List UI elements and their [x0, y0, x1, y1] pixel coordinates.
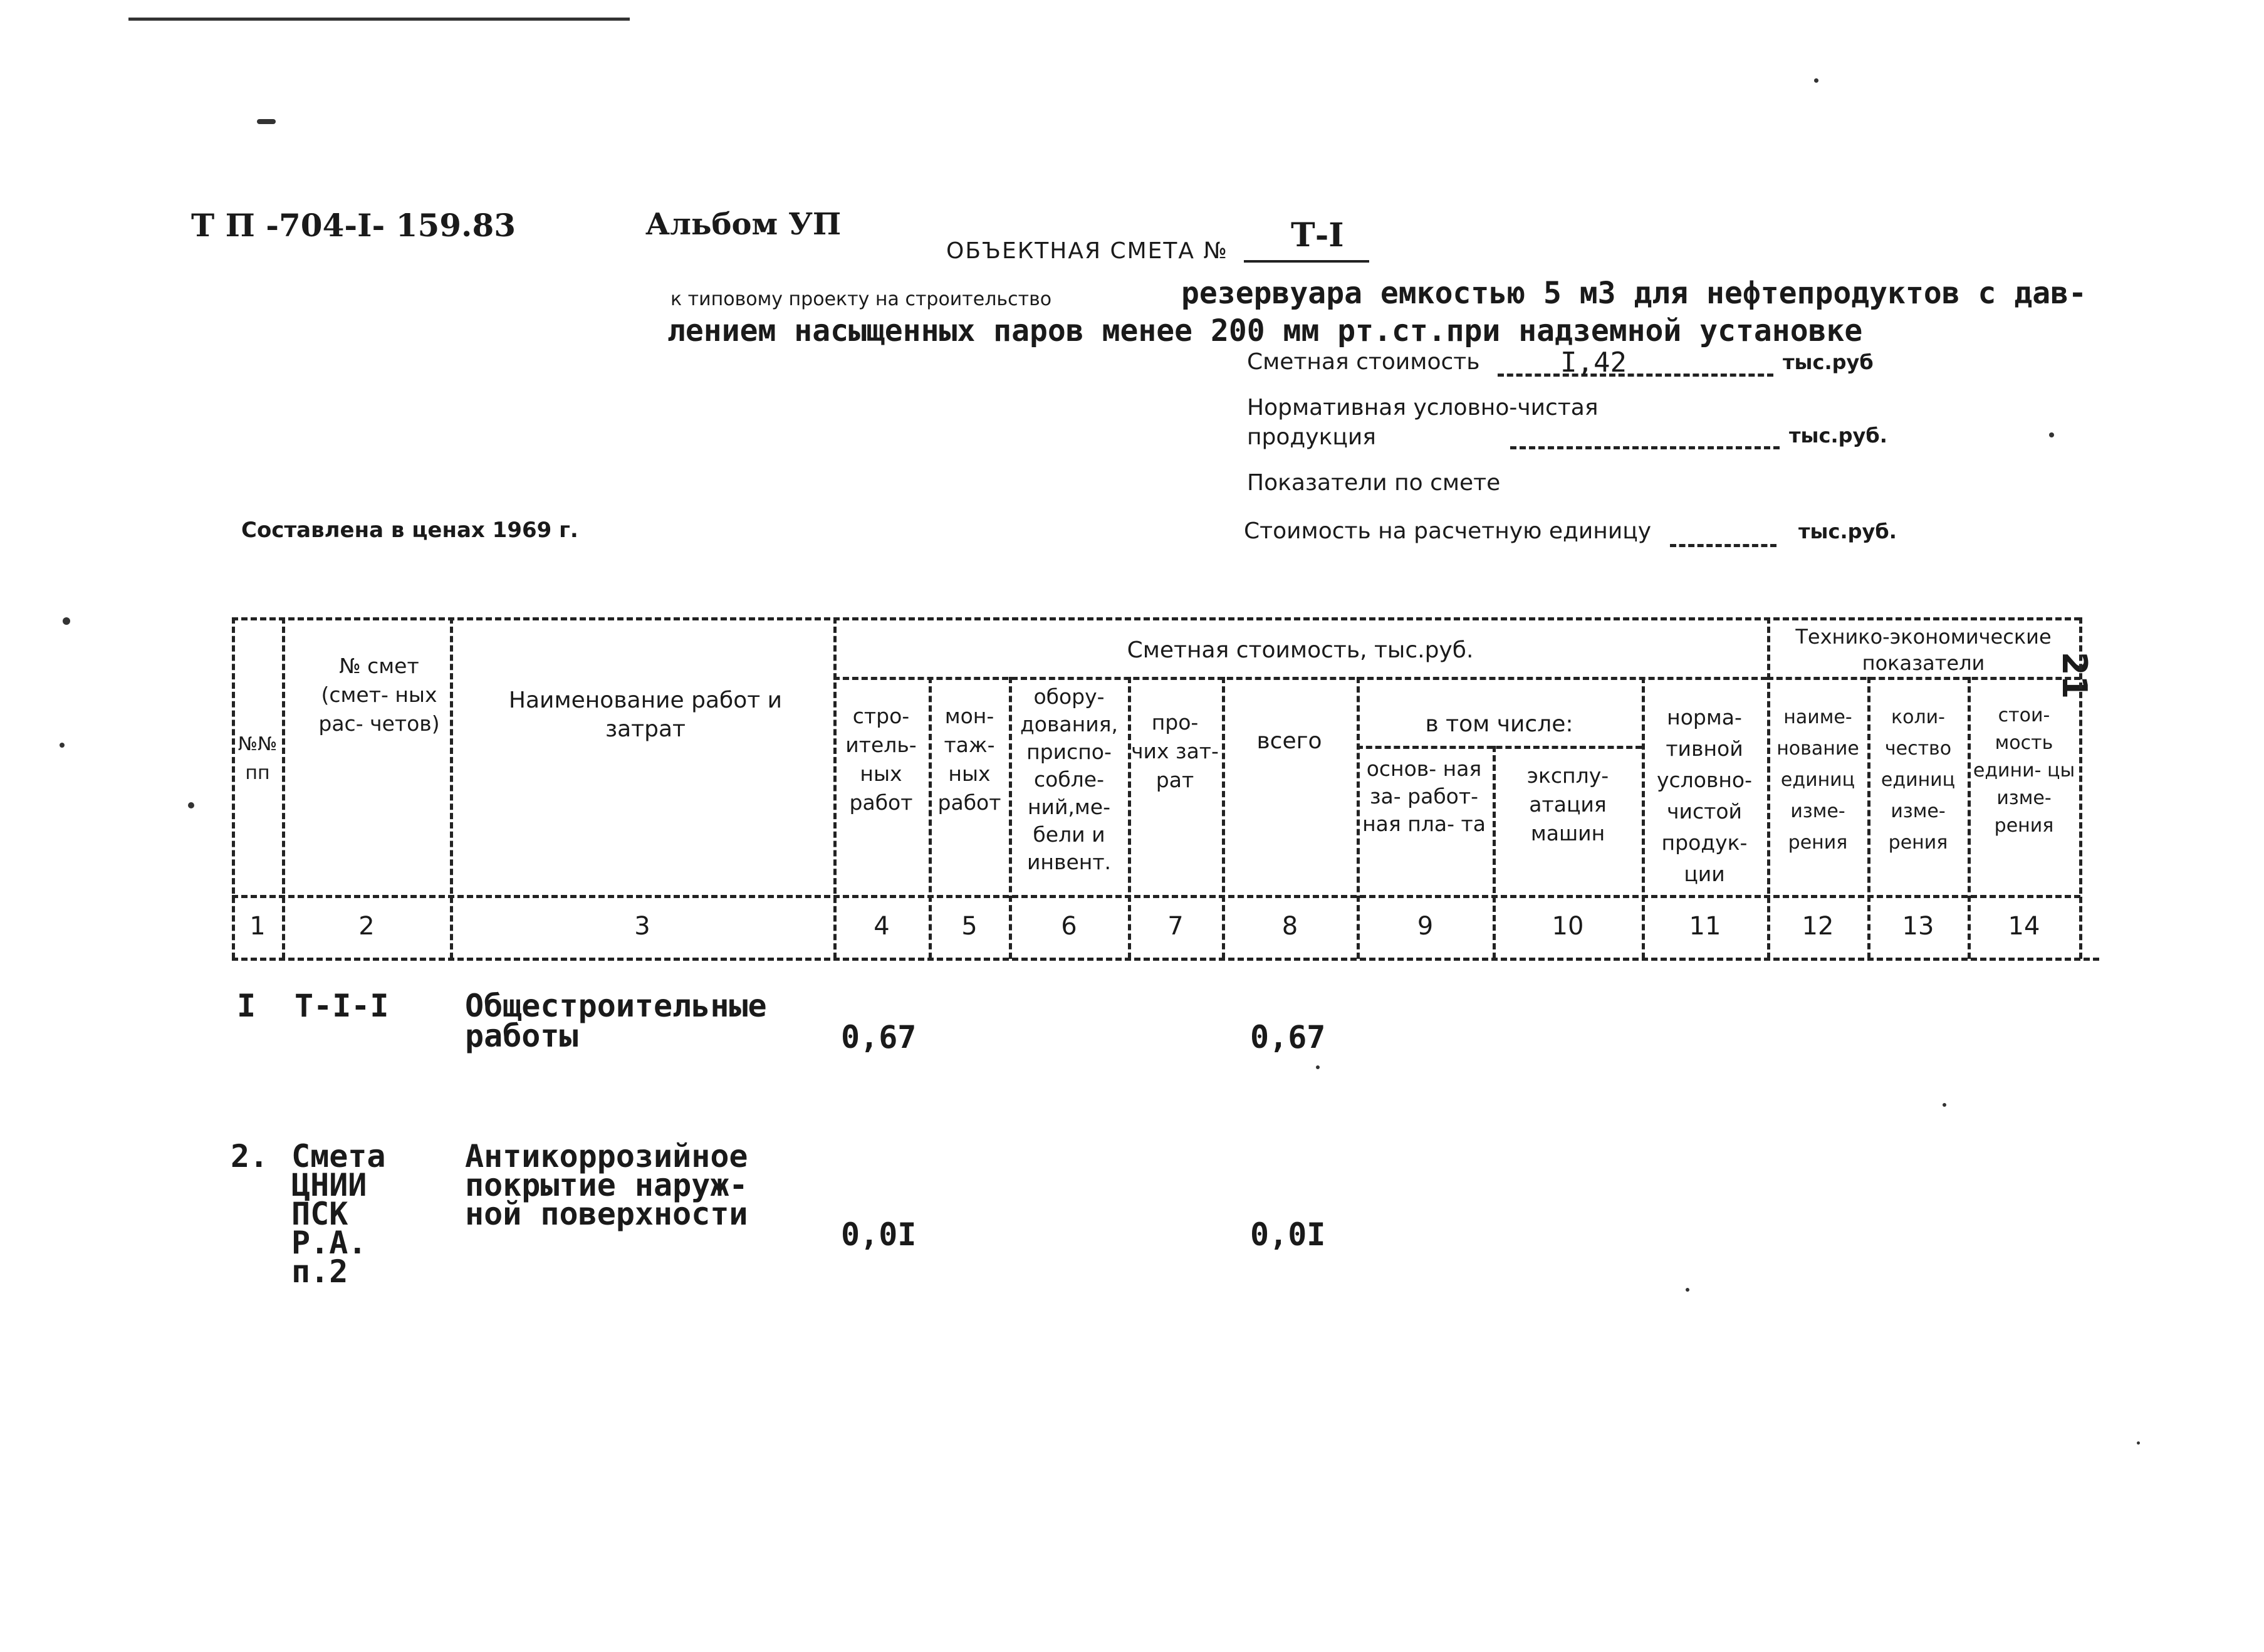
col-number-1: 1 [249, 912, 266, 941]
normative-label-1: Нормативная условно-чистая [1247, 395, 1599, 421]
smeta-label: ОБЪЕКТНАЯ СМЕТА № [946, 238, 1228, 264]
unit-cost-unit: тыс.руб. [1798, 520, 1897, 543]
smeta-number-underline [1244, 260, 1369, 263]
table-top-border [232, 617, 2080, 620]
header-col1: №№ пп [237, 733, 278, 784]
title-line1: резервуара емкостью 5 м3 для нефтепродуктов с дав- [1181, 276, 2087, 311]
table-tech-subhead-line [1767, 677, 2080, 680]
col-number-2: 2 [358, 912, 375, 941]
header-col2: № смет (смет- ных рас- четов) [318, 654, 440, 736]
table-header-bottom [232, 895, 2080, 898]
header-col14: стои- мость едини- цы изме- рения [1973, 704, 2075, 837]
row-code: Смета [291, 1138, 386, 1174]
col-number-12: 12 [1802, 912, 1834, 941]
row-name-line2: работы [465, 1018, 578, 1054]
header-col11: норма- тивной условно- чистой продук- ции [1656, 705, 1753, 886]
scan-speck [63, 617, 70, 625]
normative-label-2: продукция [1247, 424, 1376, 450]
scan-speck [2049, 432, 2054, 437]
table-left-border [232, 617, 235, 959]
table-cost-subhead-line [833, 677, 1767, 680]
smeta-number: Т-I [1291, 216, 1344, 254]
col-number-13: 13 [1902, 912, 1934, 941]
row-code: Т-I-I [295, 988, 389, 1024]
top-edge-line [128, 18, 630, 21]
normative-unit: тыс.руб. [1789, 424, 1887, 447]
row-total-cost: 0,0I [1250, 1216, 1326, 1253]
album-label: Альбом УП [645, 207, 842, 242]
header-tech-group: Технико-экономические показатели [1795, 625, 2052, 675]
row-construction-cost: 0,67 [841, 1019, 917, 1055]
header-col3: Наименование работ и затрат [508, 687, 783, 742]
title-line2: лением насыщенных паров менее 200 мм рт.ст.при надземной установке [667, 313, 1863, 348]
row-name-line1: Антикоррозийное [465, 1138, 748, 1174]
header-col10: эксплу- атация машин [1526, 763, 1609, 845]
header-col12: наиме- нование единиц изме- рения [1776, 706, 1859, 854]
col-number-8: 8 [1281, 912, 1298, 941]
col-number-7: 7 [1167, 912, 1184, 941]
col-number-10: 10 [1552, 912, 1584, 941]
unit-cost-line [1670, 521, 1776, 547]
indicators-label: Показатели по смете [1247, 470, 1501, 496]
cost-label: Сметная стоимость [1247, 349, 1480, 375]
compiled-label: Составлена в ценах 1969 г. [241, 518, 578, 543]
header-col5: мон- таж- ных работ [937, 704, 1001, 815]
header-cost-group: Сметная стоимость, тыс.руб. [1127, 637, 1474, 663]
row-number: 2. [231, 1138, 269, 1174]
row-total-cost: 0,67 [1250, 1019, 1326, 1055]
header-col7: про- чих зат- рат [1131, 710, 1219, 792]
col-number-4: 4 [874, 912, 890, 941]
header-col4: стро- итель- ных работ [845, 704, 917, 815]
row-code-line2: ЦНИИ [291, 1167, 367, 1203]
header-col8: всего [1256, 728, 1322, 754]
row-name-line2: покрытие наруж- [465, 1167, 748, 1203]
header-including: в том числе: [1425, 711, 1573, 737]
row-number: I [237, 988, 256, 1024]
row-name-line1: Общестроительные [465, 988, 767, 1024]
unit-cost-label: Стоимость на расчетную единицу [1244, 518, 1652, 544]
scan-speck [60, 743, 65, 748]
scan-speck [1316, 1065, 1320, 1069]
col-number-9: 9 [1417, 912, 1434, 941]
header-col13: коли- чество единиц изме- рения [1881, 706, 1956, 854]
scan-speck [1943, 1103, 1946, 1107]
header-col9: основ- ная за- работ- ная пла- та [1362, 756, 1486, 836]
cost-line [1498, 351, 1773, 377]
table-right-border [2079, 617, 2082, 959]
table-bottom-border [232, 958, 2099, 961]
scan-speck [257, 119, 276, 124]
row-name-line3: ной поверхности [465, 1196, 748, 1232]
scan-speck [1686, 1288, 1689, 1292]
table-vline-1 [282, 617, 285, 959]
col-number-5: 5 [961, 912, 978, 941]
row-code-line4: Р.А. [291, 1225, 367, 1261]
col-number-3: 3 [634, 912, 650, 941]
scan-speck [1814, 78, 1818, 83]
subtitle-small: к типовому проекту на строительство [670, 288, 1052, 310]
row-construction-cost: 0,0I [841, 1216, 917, 1253]
col-number-11: 11 [1689, 912, 1721, 941]
scan-speck [188, 802, 194, 808]
col-number-14: 14 [2008, 912, 2040, 941]
cost-unit: тыс.руб [1783, 350, 1874, 374]
table-incl-subhead-line [1357, 746, 1642, 749]
normative-line [1510, 424, 1780, 449]
header-col6: обору- дования, приспо- собле- ний,ме- бели и инвент. [1020, 684, 1119, 874]
doc-code: Т П -704-I- 159.83 [191, 207, 516, 244]
col-number-6: 6 [1061, 912, 1077, 941]
cost-value: I,42 [1560, 347, 1627, 379]
row-code-line3: ПСК [291, 1196, 348, 1232]
scan-speck [2137, 1441, 2140, 1445]
table-vline-2 [450, 617, 453, 959]
page-number: 21 [2055, 652, 2094, 699]
row-code-line5: п.2 [291, 1253, 348, 1290]
